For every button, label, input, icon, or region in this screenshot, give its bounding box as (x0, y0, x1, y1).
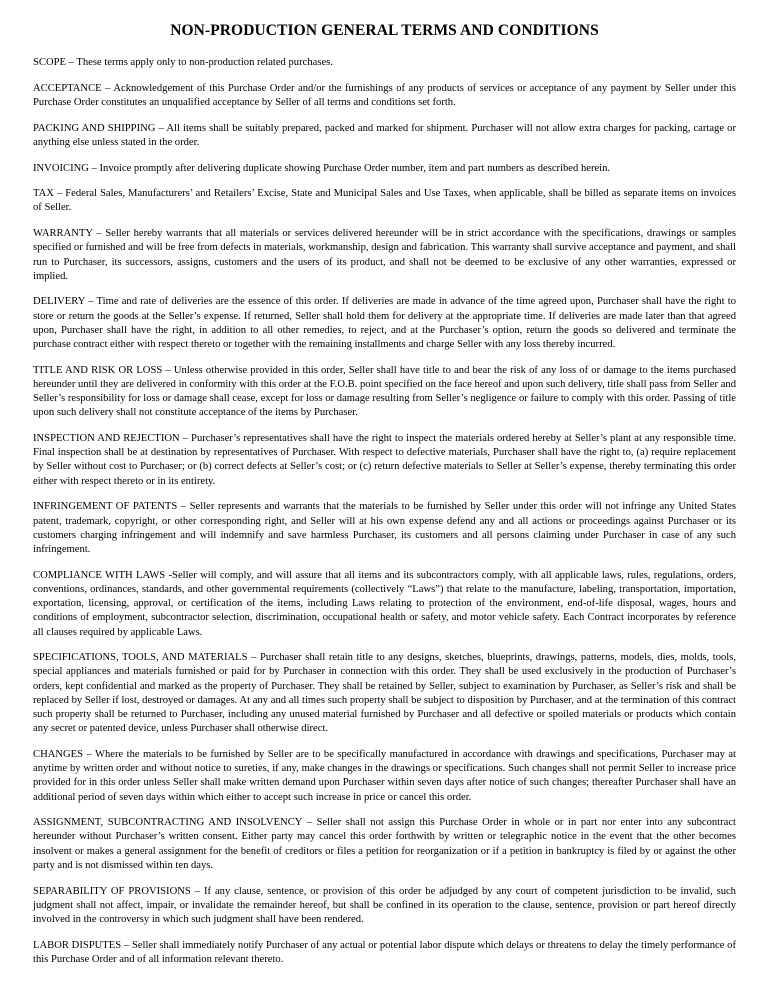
section-heading: WARRANTY (33, 228, 93, 240)
section-separator: – (83, 748, 95, 760)
section-separator: – (65, 57, 77, 68)
section-separator: – (53, 188, 66, 200)
section-text: Acknowledgement of this Purchase Order and/or the furnishings of any products of services or acceptance of any payment by Seller under this Purchase Order constitutes an unqualified acceptance by Seller of all terms and conditions set forth. (33, 82, 736, 108)
document-title: NON-PRODUCTION GENERAL TERMS AND CONDITIONS (170, 22, 599, 39)
section-infringement-of-patents (33, 500, 736, 557)
section-inspection-and-rejection (33, 432, 736, 489)
section-separator: – (121, 939, 132, 951)
section-text: Seller shall immediately notify Purchaser of any actual or potential labor dispute which delays or threatens to delay the timely performance of this Purchase Order and of all information relevant thereto. (33, 939, 737, 965)
section-text: Time and rate of deliveries are the essence of this order. If deliveries are made in advance of the time agreed upon, Purchaser shall have the right to store or return the goods at the Seller’s expense. If returned, Seller shall hold them for delivery at the appropriate time. If deliveries are made later than that agreed upon, Purchaser shall have the right, in addition to all other remedies, to reject, and at the Purchaser’s option, return the goods so delivered and terminate the purchase contract either with respect thereto or together with the remaining installments and charge Seller with any loss thereby incurred. (33, 296, 736, 351)
section-separator: – (155, 122, 167, 134)
section-separator: – (101, 82, 114, 94)
section-separator: – (92, 228, 106, 240)
section-changes (33, 748, 736, 805)
section-separator: – (84, 296, 97, 308)
section-heading: COMPLIANCE WITH LAWS (33, 569, 166, 581)
section-heading: DELIVERY (33, 296, 85, 308)
section-text: These terms apply only to non-production related purchases. (76, 57, 333, 68)
section-text: Where the materials to be furnished by Seller are to be specifically manufactured in accordance with drawings and specifications, Purchaser may at anytime by written order and without notice to sureties, if any, make changes in the drawings or specifications. Such changes shall not permit Seller to increase price provided for in this order unless Seller shall make written demand upon Purchaser within seven days after notice of such changes; thereafter Purchaser shall have an additional period of seven days within which either to accept such increase in price or cancel this order. (33, 748, 736, 803)
section-heading: ACCEPTANCE (33, 82, 102, 94)
section-delivery (33, 295, 736, 352)
section-specifications-tools-materials (33, 651, 736, 736)
section-invoicing (33, 162, 736, 176)
section-separator: – (162, 364, 174, 376)
section-acceptance (33, 82, 736, 110)
section-text: Seller shall not assign this Purchase Order in whole or in part nor enter into any subcontract hereunder without Purchaser’s written consent. Either party may cancel this order forthwith by written or telegraphic notice in the event that the other becomes insolvent or makes a general assignment for the benefit of creditors or files a petition for reorganization or if a petition in bankruptcy is filed by or against the other party and is not dismissed within ten days. (33, 817, 736, 871)
section-heading: SEPARABILITY OF PROVISIONS (33, 885, 191, 897)
section-heading: SPECIFICATIONS, TOOLS, AND MATERIALS (33, 652, 248, 664)
section-separator: – (302, 817, 317, 829)
section-separator: – (177, 501, 190, 513)
section-separator: – (179, 433, 192, 445)
section-text: Seller hereby warrants that all materials or services delivered hereunder will be in strict accordance with the specifications, drawings or samples specified or furnished and will be free from defects in materials, workmanship, design and fabrication. This warranty shall survive acceptance and payment, and shall run to Purchaser, its successors, assigns, customers and the users of its product, and shall not be deemed to be exclusive of any other warranties, expressed or implied. (33, 228, 736, 282)
section-warranty (33, 227, 736, 284)
section-compliance-with-laws (33, 569, 736, 640)
section-separator: – (88, 162, 100, 174)
section-heading: ASSIGNMENT, SUBCONTRACTING AND INSOLVENCY (33, 817, 303, 829)
section-scope (33, 56, 736, 70)
section-heading: TAX (33, 188, 54, 200)
section-heading: INFRINGEMENT OF PATENTS (33, 501, 178, 513)
section-heading: INSPECTION AND REJECTION (33, 433, 180, 445)
section-text: Unless otherwise provided in this order, Seller shall have title to and bear the risk of any loss of or damage to the items purchased hereunder until they are delivered in conformity with this order at the F.O.B. point specified on the face hereof and upon such delivery, title shall pass from Seller and Seller’s responsibility for loss or damage shall cease, except for loss or damage resulting from Seller’s negligence or failure to comply with this order. Passing of title upon such delivery shall not constitute acceptance of the items by Purchaser. (33, 364, 736, 419)
section-labor-disputes (33, 939, 736, 967)
section-heading: TITLE AND RISK OR LOSS (33, 364, 163, 376)
section-heading: INVOICING (33, 162, 89, 174)
section-text: Purchaser’s representatives shall have the right to inspect the materials ordered hereby at Seller’s plant at any responsible time. Final inspection shall be at destination by representatives of Purchaser. With respect to defective materials, Purchaser shall have the right to, (a) require replacement by Seller without cost to Purchaser; or (b) correct defects at Seller’s cost; or (c) return defective materials to Seller at Seller’s expense, thereby terminating this order either with respect thereto or in its entirety. (33, 433, 736, 487)
section-separability-of-provisions (33, 885, 736, 928)
section-text: Federal Sales, Manufacturers’ and Retailers’ Excise, State and Municipal Sales and Use Taxes, when applicable, shall be billed as separate items on invoices of Seller. (33, 188, 737, 214)
section-text: All items shall be suitably prepared, packed and marked for shipment. Purchaser will not allow extra charges for packing, cartage or anything else unless stated in the order. (33, 122, 736, 148)
section-separator: – (190, 885, 204, 897)
section-heading: LABOR DISPUTES (33, 939, 122, 951)
section-text: Seller will comply, and will assure that all items and its subcontractors comply, with all applicable laws, rules, regulations, orders, conventions, ordinances, standards, and other governmental requirements (collectively “Laws”) that relate to the manufacture, labeling, transportation, importation, exportation, licensing, approval, or certification of the items, including Laws relating to protection of the environment, end-of-life disposal, wages, hours and conditions of employment, subcontractor selection, discrimination, occupational health or safety, and motor vehicle safety. Each Contract incorporates by reference all clauses required by applicable Laws. (33, 569, 736, 638)
section-heading: CHANGES (33, 748, 84, 760)
section-heading: PACKING AND SHIPPING (33, 122, 156, 134)
section-text: Invoice promptly after delivering duplicate showing Purchase Order number, item and part numbers as described herein. (99, 162, 611, 174)
section-heading: SCOPE (33, 57, 66, 68)
section-tax (33, 187, 736, 215)
section-text: Seller represents and warrants that the materials to be furnished by Seller under this order will not infringe any United States patent, trademark, copyright, or other corresponding right, and Seller will at his own expense defend any and all actions or proceedings against Purchaser or its customers charging infringement and will indemnify and save harmless Purchaser, its customers and all persons claiming under Purchaser in case of any such infringement. (33, 501, 737, 555)
section-assignment-subcontracting-insolvency (33, 816, 736, 873)
section-text: Purchaser shall retain title to any designs, sketches, blueprints, drawings, patterns, models, dies, molds, tools, special appliances and materials furnished or paid for by Purchaser in connection with this order. They shall be used exclusively in the production of Purchaser’s orders, kept confidential and marked as the property of Purchaser. They shall be retained by Seller, subject to examination by Purchaser, as Seller’s risk and shall be replaced by Seller if lost, destroyed or damages. At any and all times such property shall be subject to disposition by Purchaser, and at the termination of this contract such property shall be returned to Purchaser, including any unused material furnished by Purchaser and all defective or spoiled materials or products which contain any secret or patented device, unless Purchaser shall otherwise direct. (33, 652, 737, 735)
section-separator: – (247, 652, 260, 664)
section-packing-and-shipping (33, 122, 736, 150)
section-title-and-risk (33, 364, 736, 421)
section-text: If any clause, sentence, or provision of this order be adjudged by any court of competent jurisdiction to be invalid, such judgment shall not affect, impair, or invalidate the remainder hereof, but shall be confined in its operation to the clause, sentence, provision or part hereof directly involved in the controversy in which such judgment shall have been rendered. (33, 885, 736, 925)
section-separator: - (165, 569, 173, 581)
